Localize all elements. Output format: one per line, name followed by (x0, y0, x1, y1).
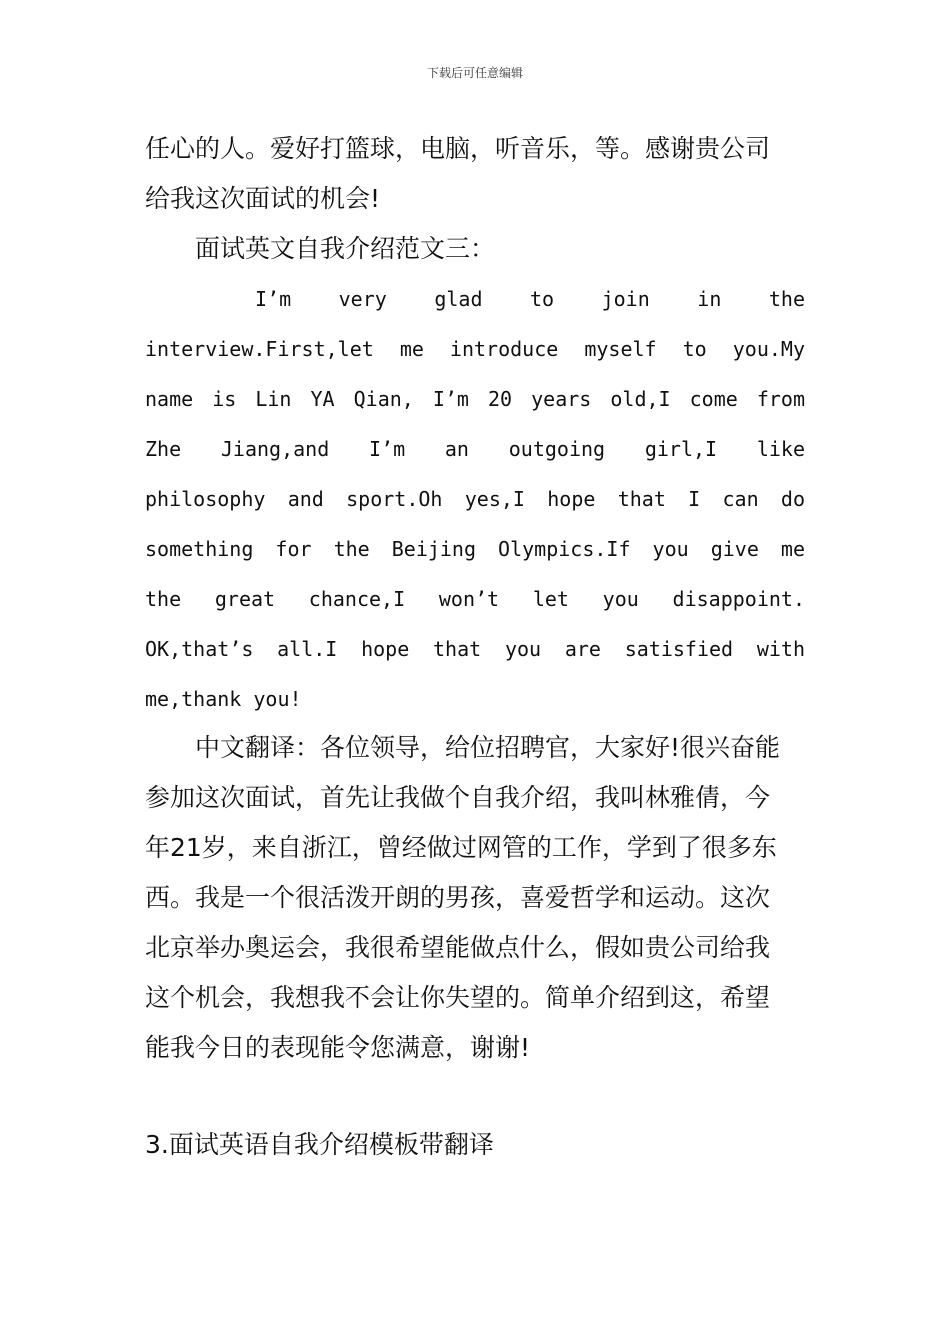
english-line-8: OK,that’s all.I hope that you are satisfied with (145, 637, 805, 661)
translation-line-2: 参加这次面试，首先让我做个自我介绍，我叫林雅倩，今 (145, 783, 771, 812)
english-line-2: interview.First,let me introduce myself to you.My (145, 337, 805, 361)
english-line-9: me,thank you! (145, 687, 302, 711)
translation-line-1: 中文翻译：各位领导，给位招聘官，大家好!很兴奋能 (195, 733, 781, 762)
body-line-1: 任心的人。爱好打篮球，电脑，听音乐，等。感谢贵公司 (145, 134, 771, 163)
section-heading-sample-3: 面试英文自我介绍范文三： (195, 234, 496, 263)
translation-line-5: 北京举办奥运会，我很希望能做点什么，假如贵公司给我 (145, 933, 771, 962)
translation-line-3: 年21岁，来自浙江，曾经做过网管的工作，学到了很多东 (145, 833, 777, 862)
translation-line-7: 能我今日的表现能令您满意，谢谢! (145, 1033, 531, 1062)
english-line-6: something for the Beijing Olympics.If you give me (145, 537, 805, 561)
english-line-5: philosophy and sport.Oh yes,I hope that I can do (145, 487, 805, 511)
body-line-2: 给我这次面试的机会! (145, 184, 381, 213)
english-line-4: Zhe Jiang,and I’m an outgoing girl,I like (145, 437, 805, 461)
english-line-1: I’m very glad to join in the (255, 287, 805, 311)
english-line-7: the great chance,I won’t let you disappoint. (145, 587, 805, 611)
page-header-note: 下载后可任意编辑 (426, 66, 523, 80)
english-line-3: name is Lin YA Qian, I’m 20 years old,I come from (145, 387, 805, 411)
section-heading-3: 3.面试英语自我介绍模板带翻译 (145, 1130, 494, 1159)
translation-line-4: 西。我是一个很活泼开朗的男孩，喜爱哲学和运动。这次 (145, 883, 771, 912)
translation-line-6: 这个机会，我想我不会让你失望的。简单介绍到这，希望 (145, 983, 771, 1012)
